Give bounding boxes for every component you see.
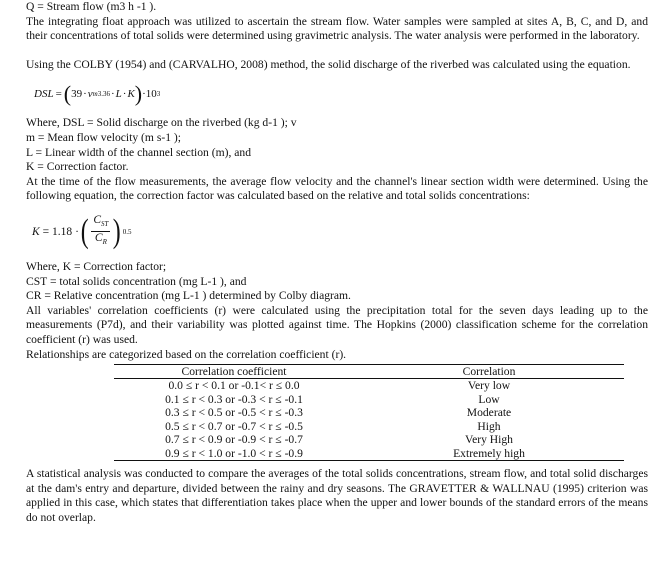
row-coefficient: 0.5 ≤ r < 0.7 or -0.7 < r ≤ -0.5 xyxy=(165,419,303,433)
row-correlation: Moderate xyxy=(466,406,512,420)
paragraph-relationships: Relationships are categorized based on the correlation coefficient (r). xyxy=(26,347,347,361)
eq1-paren-open: ( xyxy=(63,81,72,107)
eq1-v-sub: m xyxy=(92,90,98,99)
cr-definition: CR = Relative concentration (mg L-1 ) determined by Colby diagram. xyxy=(26,289,351,303)
equation-k: K = 1.18 · ( $\frac{C_{ST}}{C_R}$ ) 0.5 xyxy=(32,212,132,250)
row-coefficient: 0.7 ≤ r < 0.9 or -0.9 < r ≤ -0.7 xyxy=(165,433,303,447)
table-row xyxy=(114,447,624,461)
eq1-v: v xyxy=(87,88,93,101)
eq2-den-sub: R xyxy=(102,238,107,247)
eq2-num: C xyxy=(93,214,102,227)
k-definition: K = Correction factor. xyxy=(26,160,129,174)
eq2-num-sub: ST xyxy=(101,220,109,229)
table-row xyxy=(114,406,624,420)
l-definition: L = Linear width of the channel section (m), and xyxy=(26,145,252,159)
eq2-den: C xyxy=(94,232,103,245)
where-k: Where, K = Correction factor; xyxy=(26,259,167,273)
table-row xyxy=(114,433,624,447)
row-correlation: High xyxy=(477,419,501,433)
paragraph-stream-flow: The integrating float approach was utilized to ascertain the stream flow. Water samples were sampled at sites A, B, C, and D, and their concentrations of total solids were determined using gravimetric analysis. The water analysis were performed in the laboratory. xyxy=(26,14,648,43)
row-correlation: Low xyxy=(478,392,500,406)
paragraph-statistical-analysis: A statistical analysis was conducted to compare the averages of the total solids concentrations, stream flow, and total solid discharges at the dam's entry and departure, divided between the rainy and dry seasons. The GRAVETTER & WALLNAU (1995) criterion was applied in this case, which states that differentiation takes place when the upper and lower bounds of the standard errors of the means do not overlap. xyxy=(26,467,648,524)
eq1-L: L xyxy=(115,88,122,101)
eq1-ten-exp: 3 xyxy=(156,90,161,99)
eq1-lhs: DSL xyxy=(34,88,54,101)
eq2-fraction xyxy=(91,214,110,249)
eq2-lhs: K xyxy=(32,225,40,238)
table-row xyxy=(114,393,624,407)
cst-definition: CST = total solids concentration (mg L-1 ), and xyxy=(26,274,247,288)
row-coefficient: 0.1 ≤ r < 0.3 or -0.3 < r ≤ -0.1 xyxy=(165,392,303,406)
eq2-equals: = 1.18 xyxy=(42,225,73,238)
paragraph-correlation: All variables' correlation coefficients (r) were calculated using the precipitation total for the seven days leading up to the measurements (P7d), and their variability was plotted against time. The Hopkins (2000) classification scheme for the correlation coefficient (r) was used. xyxy=(26,303,648,346)
eq1-equals: = xyxy=(55,88,62,101)
paragraph-correction-factor: At the time of the flow measurements, the average flow velocity and the channel's linear section width were determined. Using the following equation, the correction factor was calculated based on the relative and total solids concentrations: xyxy=(26,174,648,203)
eq1-K: K xyxy=(127,88,135,101)
header-correlation: Correlation xyxy=(354,365,624,379)
row-correlation: Very High xyxy=(465,433,513,447)
table-header-row xyxy=(114,365,624,379)
table-row xyxy=(114,420,624,434)
row-correlation: Extremely high xyxy=(354,447,624,461)
table-row xyxy=(114,379,624,393)
row-coefficient: 0.9 ≤ r < 1.0 or -1.0 < r ≤ -0.9 xyxy=(114,447,354,461)
eq2-paren-open: ( xyxy=(80,212,89,250)
q-definition: Q = Stream flow (m3 h -1 ). xyxy=(26,0,157,13)
row-coefficient: 0.0 ≤ r < 0.1 or -0.1< r ≤ 0.0 xyxy=(168,379,300,393)
where-dsl: Where, DSL = Solid discharge on the riverbed (kg d-1 ); v xyxy=(26,116,297,130)
eq2-paren-close: ) xyxy=(113,212,122,250)
row-coefficient: 0.3 ≤ r < 0.5 or -0.5 < r ≤ -0.3 xyxy=(165,406,303,420)
eq1-v-exp: 3.36 xyxy=(97,90,110,99)
header-coefficient: Correlation coefficient xyxy=(114,365,354,379)
correlation-table xyxy=(114,364,624,461)
eq1-ten: 10 xyxy=(145,88,157,101)
m-definition: m = Mean flow velocity (m s-1 ); xyxy=(26,130,181,144)
equation-dsl: DSL = ( 39 · v m 3.36 · L · K ) · 10 3 xyxy=(34,81,161,107)
eq1-paren-close: ) xyxy=(134,81,143,107)
paragraph-colby-method: Using the COLBY (1954) and (CARVALHO, 2008) method, the solid discharge of the riverbed was calculated using the equation. xyxy=(26,57,631,71)
row-correlation: Very low xyxy=(467,379,511,393)
eq2-exp: 0.5 xyxy=(122,227,132,236)
eq1-coef: 39 xyxy=(71,88,83,101)
